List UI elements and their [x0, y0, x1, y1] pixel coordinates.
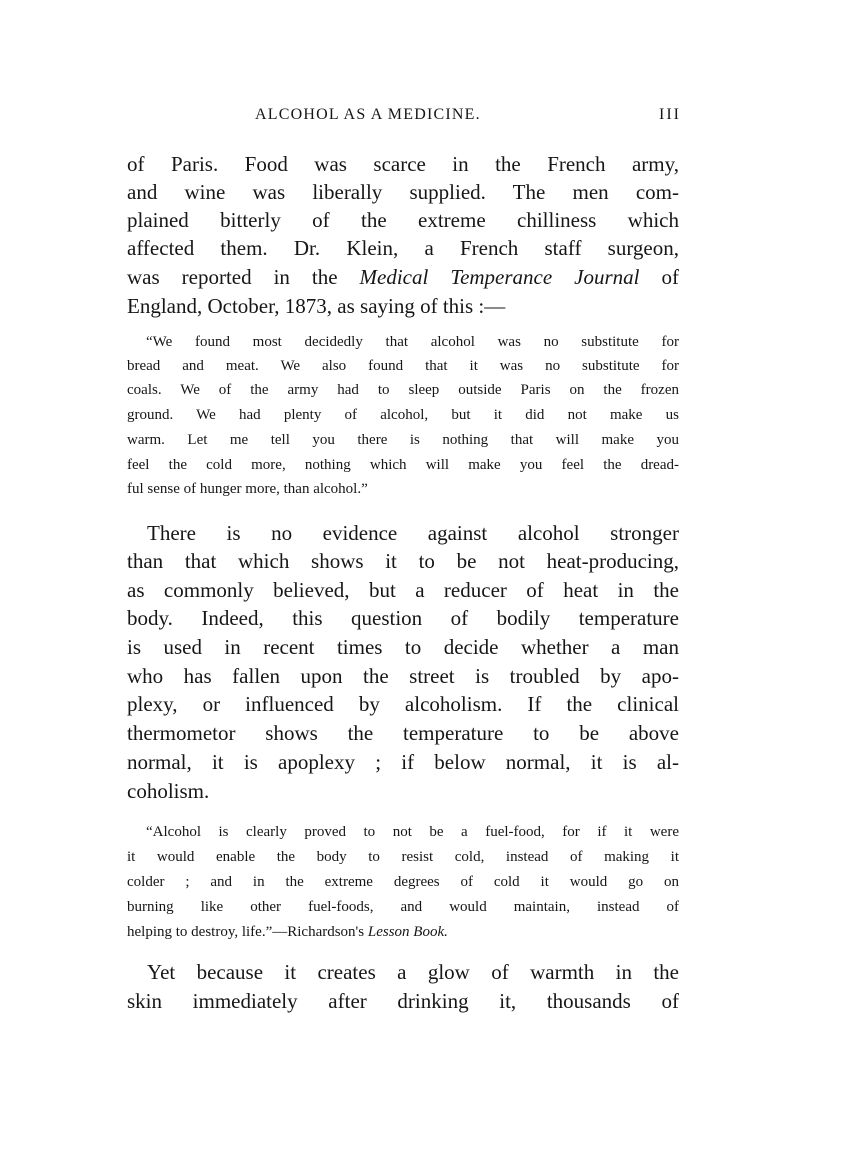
quote-line: it would enable the body to resist cold, instead of making it	[127, 849, 679, 865]
text-line: England, October, 1873, as saying of this :—	[127, 294, 506, 318]
text-line: coholism.	[127, 779, 210, 803]
text-line: plained bitterly of the extreme chilliness which	[127, 208, 679, 232]
journal-title: Medical Temperance Journal	[359, 265, 640, 289]
text-line: body. Indeed, this question of bodily temperature	[127, 606, 679, 630]
page-number: III	[659, 106, 681, 123]
text-line: is used in recent times to decide whether a man	[127, 635, 679, 659]
book-title: Lesson Book.	[367, 924, 448, 940]
text-line: than that which shows it to be not heat-producing,	[127, 549, 679, 573]
quote-line: coals. We of the army had to sleep outside Paris on the frozen	[127, 382, 679, 398]
quote-line: burning like other fuel-foods, and would maintain, instead of	[127, 899, 679, 915]
text-line: thermometor shows the temperature to be above	[127, 721, 679, 745]
quote-line: “Alcohol is clearly proved to not be a fuel-food, for if it were	[146, 824, 679, 840]
text-line: There is no evidence against alcohol stronger	[147, 521, 679, 545]
text-line: Yet because it creates a glow of warmth in the	[147, 960, 679, 984]
quote-line: colder ; and in the extreme degrees of cold it would go on	[127, 874, 679, 890]
quote-line: “We found most decidedly that alcohol was no substitute for	[146, 334, 679, 350]
text-run: helping to destroy, life.”—Richardson's	[127, 924, 368, 940]
text-line: normal, it is apoplexy ; if below normal, it is al-	[127, 750, 679, 774]
quote-line: warm. Let me tell you there is nothing that will make you	[127, 432, 679, 448]
text-line: affected them. Dr. Klein, a French staff surgeon,	[127, 236, 679, 260]
text-line: plexy, or influenced by alcoholism. If the clinical	[127, 692, 679, 716]
quote-line: ful sense of hunger more, than alcohol.”	[127, 481, 368, 497]
text-run: of	[639, 265, 679, 289]
quote-line	[127, 922, 679, 942]
text-line: who has fallen upon the street is troubled by apo-	[127, 664, 679, 688]
text-line: skin immediately after drinking it, thousands of	[127, 989, 679, 1013]
text-line: and wine was liberally supplied. The men com-	[127, 180, 679, 204]
text-line: as commonly believed, but a reducer of heat in the	[127, 578, 679, 602]
text-run: was reported in the	[127, 265, 360, 289]
running-header	[127, 106, 681, 130]
quote-line: feel the cold more, nothing which will make you feel the dread-	[127, 457, 679, 473]
quote-line: bread and meat. We also found that it was no substitute for	[127, 358, 679, 374]
text-line	[127, 263, 679, 291]
running-title: ALCOHOL AS A MEDICINE.	[255, 106, 481, 123]
text-line: of Paris. Food was scarce in the French army,	[127, 152, 679, 176]
quote-line: ground. We had plenty of alcohol, but it did not make us	[127, 407, 679, 423]
